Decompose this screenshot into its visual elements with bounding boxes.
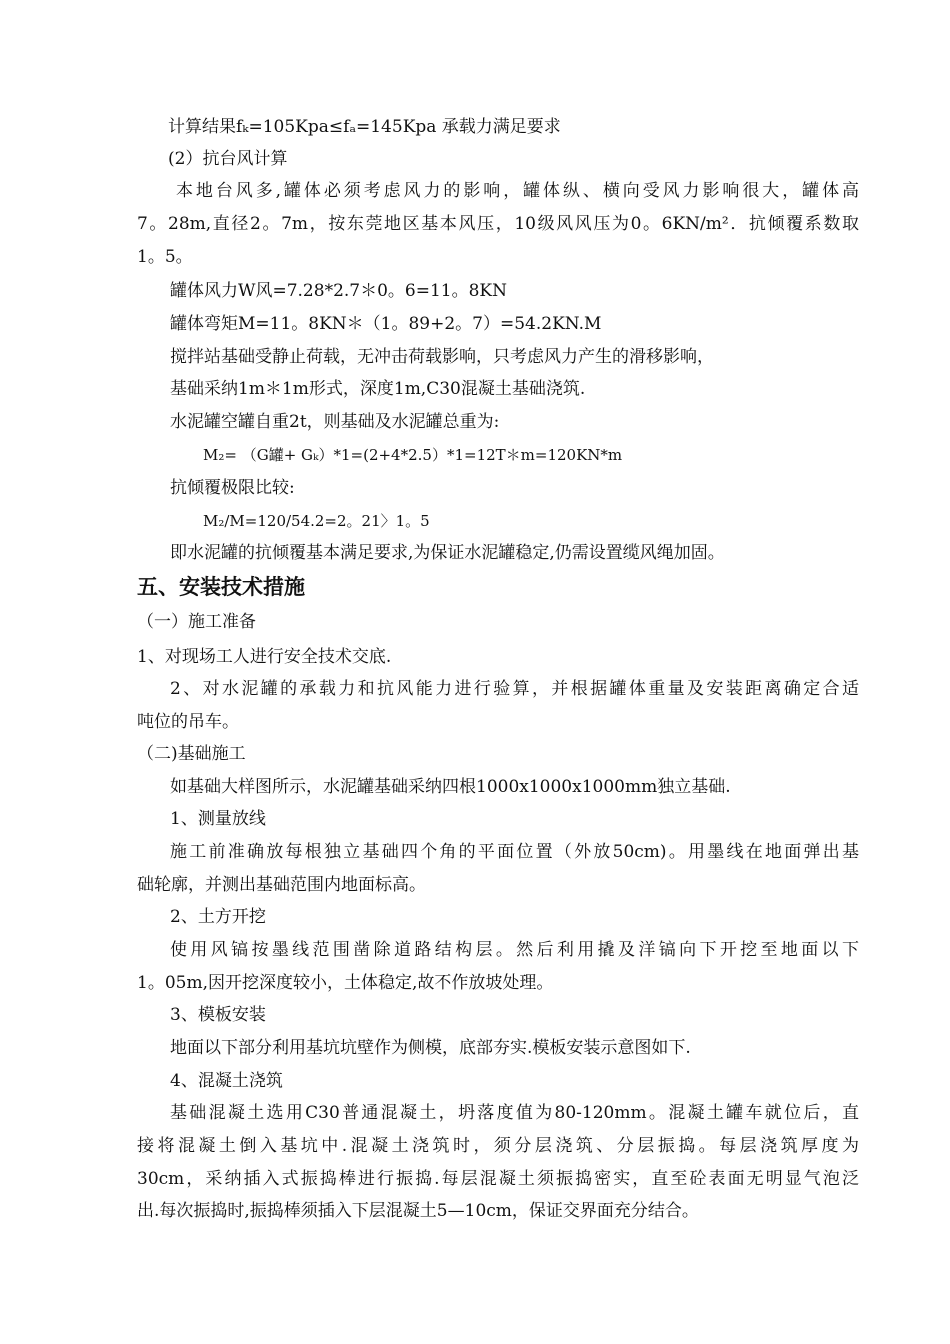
paragraph-line: 接将混凝土倒入基坑中.混凝土浇筑时，须分层浇筑、分层振捣。每层浇筑厚度为 [137, 1136, 859, 1156]
wind-force-line: 罐体风力W风=7.28*2.7＊0。6=11。8KN [170, 281, 508, 301]
total-weight-formula: M₂= （G罐+ Gₖ）*1=(2+4*2.5）*1=12T＊m=120KN*m [203, 446, 623, 464]
paragraph-line: 施工前准确放每根独立基础四个角的平面位置（外放50cm)。用墨线在地面弹出基 [170, 842, 859, 862]
paragraph-line: 即水泥罐的抗倾覆基本满足要求,为保证水泥罐稳定,仍需设置缆风绳加固。 [170, 543, 725, 563]
paragraph-line: 水泥罐空罐自重2t，则基础及水泥罐总重为: [170, 412, 500, 432]
item-heading: 2、土方开挖 [170, 907, 266, 927]
paragraph-line: 出.每次振捣时,振捣棒须插入下层混凝土5—10cm，保证交界面充分结合。 [137, 1201, 699, 1221]
subsection-heading: （二)基础施工 [137, 744, 246, 764]
item-heading: 1、测量放线 [170, 809, 266, 829]
subsection-heading: （一）施工准备 [137, 612, 256, 632]
paragraph-line: 7。28m,直径2。7m，按东莞地区基本风压，10级风风压为0。6KN/m²．抗倾覆系数取 [137, 214, 859, 234]
paragraph-line: 础轮廓，并测出基础范围内地面标高。 [137, 875, 426, 895]
calc-result-line: 计算结果fₖ=105Kpa≤fₐ=145Kpa 承载力满足要求 [168, 117, 561, 137]
paragraph-line: 抗倾覆极限比较: [170, 478, 295, 498]
paragraph-line: 1。5。 [137, 247, 193, 267]
moment-line: 罐体弯矩M=11。8KN＊（1。89+2。7）=54.2KN.M [170, 314, 602, 334]
typhoon-calc-heading: (2）抗台风计算 [168, 149, 288, 169]
paragraph-line: 地面以下部分利用基坑坑壁作为侧模，底部夯实.模板安装示意图如下. [170, 1038, 691, 1058]
section-title: 五、安装技术措施 [137, 575, 305, 599]
paragraph-line: 1、对现场工人进行安全技术交底. [137, 647, 392, 667]
paragraph-line: 基础采纳1m＊1m形式，深度1m,C30混凝土基础浇筑. [170, 379, 586, 399]
item-heading: 4、混凝土浇筑 [170, 1071, 283, 1091]
paragraph-line: 基础混凝土选用C30普通混凝土，坍落度值为80-120mm。混凝土罐车就位后，直 [170, 1103, 859, 1123]
ratio-formula: M₂/M=120/54.2=2。21〉1。5 [203, 512, 430, 530]
paragraph-line: 吨位的吊车。 [137, 712, 239, 732]
paragraph-line: 如基础大样图所示，水泥罐基础采纳四根1000x1000x1000mm独立基础. [170, 777, 731, 797]
paragraph-line: 1。05m,因开挖深度较小，土体稳定,故不作放坡处理。 [137, 973, 554, 993]
item-heading: 3、模板安装 [170, 1005, 266, 1025]
paragraph-line: 2、对水泥罐的承载力和抗风能力进行验算，并根据罐体重量及安装距离确定合适 [170, 679, 859, 699]
paragraph-line: 30cm，采纳插入式振捣棒进行振捣.每层混凝土须振捣密实，直至砼表面无明显气泡泛 [137, 1169, 859, 1189]
paragraph-line: 搅拌站基础受静止荷载，无冲击荷载影响，只考虑风力产生的滑移影响， [170, 347, 714, 367]
paragraph-line: 使用风镐按墨线范围凿除道路结构层。然后利用撬及洋镐向下开挖至地面以下 [170, 940, 859, 960]
paragraph-line: 本地台风多,罐体必须考虑风力的影响，罐体纵、横向受风力影响很大，罐体高 [176, 181, 859, 201]
